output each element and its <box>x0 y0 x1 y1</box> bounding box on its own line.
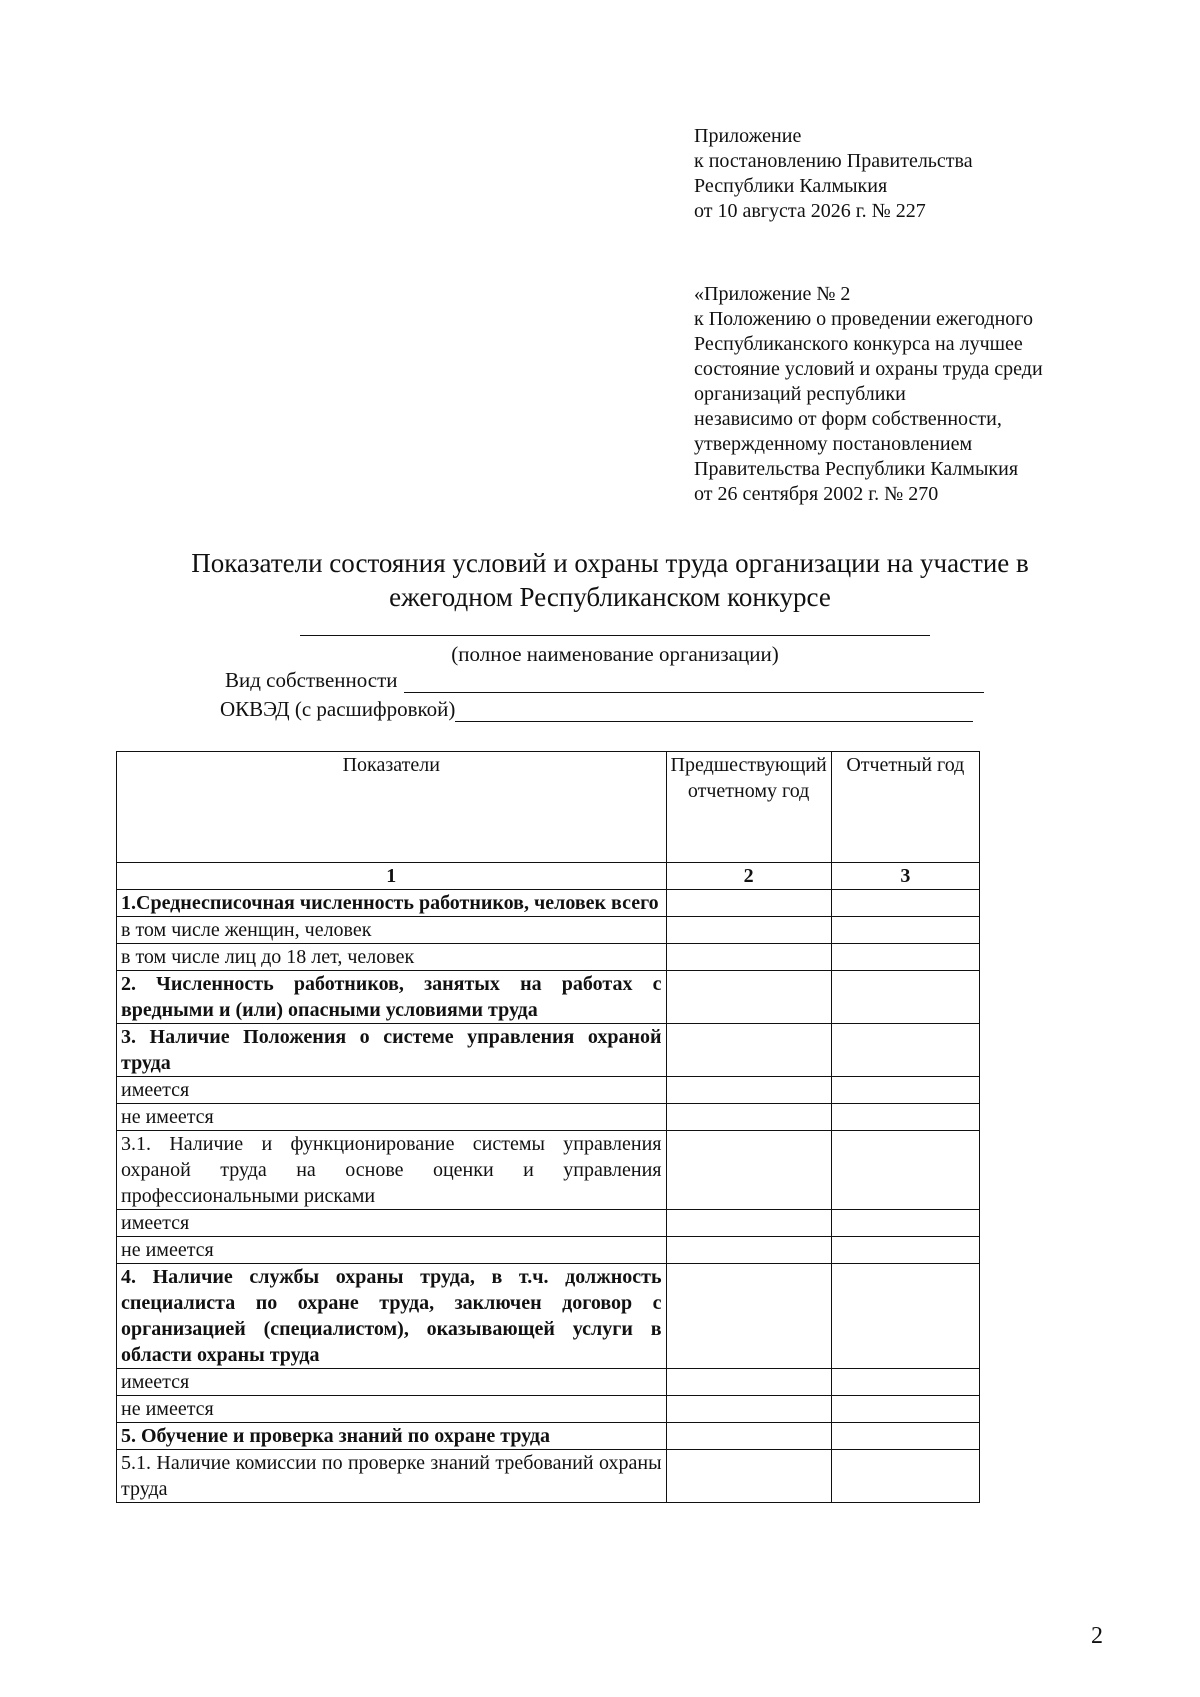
ownership-field <box>225 668 984 693</box>
indicator-cell: в том числе лиц до 18 лет, человек <box>117 944 667 971</box>
table-row <box>117 1210 980 1237</box>
table-row <box>117 1131 980 1210</box>
indicator-cell: 3. Наличие Положения о системе управления охраной труда <box>117 1024 667 1077</box>
indicator-cell: в том числе женщин, человек <box>117 917 667 944</box>
reporting-year-cell[interactable] <box>831 944 979 971</box>
okved-fill-line <box>455 699 973 722</box>
reporting-year-cell[interactable] <box>831 1077 979 1104</box>
previous-year-cell[interactable] <box>666 1369 831 1396</box>
organization-name-caption: (полное наименование организации) <box>451 642 779 666</box>
reporting-year-cell[interactable] <box>831 1024 979 1077</box>
previous-year-cell[interactable] <box>666 917 831 944</box>
page-number: 2 <box>1091 1623 1103 1649</box>
column-numbers-row <box>117 863 980 890</box>
appendix2-line: организаций республики <box>694 383 906 405</box>
header-indicators: Показатели <box>117 752 667 863</box>
indicator-cell: 1.Среднесписочная численность работников, человек всего <box>117 890 667 917</box>
indicators-table <box>116 751 980 1503</box>
indicator-cell: 5. Обучение и проверка знаний по охране труда <box>117 1423 667 1450</box>
column-number: 3 <box>831 863 979 890</box>
previous-year-cell[interactable] <box>666 1237 831 1264</box>
indicator-cell: имеется <box>117 1369 667 1396</box>
appendix2-line: Республиканского конкурса на лучшее <box>694 333 1023 355</box>
reporting-year-cell[interactable] <box>831 1369 979 1396</box>
previous-year-cell[interactable] <box>666 1396 831 1423</box>
previous-year-cell[interactable] <box>666 971 831 1024</box>
table-row <box>117 971 980 1024</box>
document-title <box>150 546 1070 614</box>
reporting-year-cell[interactable] <box>831 890 979 917</box>
appendix-line: от 10 августа 2026 г. № 227 <box>694 200 926 222</box>
okved-field <box>220 697 973 722</box>
table-row <box>117 890 980 917</box>
table-row <box>117 1396 980 1423</box>
title-line-1: Показатели состояния условий и охраны труда организации на участие в <box>191 548 1029 578</box>
table-row <box>117 1450 980 1503</box>
appendix-line: Приложение <box>694 125 802 147</box>
reporting-year-cell[interactable] <box>831 1450 979 1503</box>
indicator-cell: 3.1. Наличие и функционирование системы управления охраной труда на основе оценки и управления профессиональными рисками <box>117 1131 667 1210</box>
indicator-cell: не имеется <box>117 1237 667 1264</box>
reporting-year-cell[interactable] <box>831 1104 979 1131</box>
reporting-year-cell[interactable] <box>831 1396 979 1423</box>
appendix2-line: от 26 сентября 2002 г. № 270 <box>694 483 939 505</box>
table-row <box>117 917 980 944</box>
okved-label: ОКВЭД (с расшифровкой) <box>220 697 456 721</box>
indicator-cell: 2. Численность работников, занятых на работах с вредными и (или) опасными условиями труда <box>117 971 667 1024</box>
previous-year-cell[interactable] <box>666 1104 831 1131</box>
column-number: 1 <box>117 863 667 890</box>
previous-year-cell[interactable] <box>666 1024 831 1077</box>
indicator-cell: 4. Наличие службы охраны труда, в т.ч. должность специалиста по охране труда, заключен договор с организацией (специалистом), оказывающей услуги в области охраны труда <box>117 1264 667 1369</box>
reporting-year-cell[interactable] <box>831 1264 979 1369</box>
ownership-fill-line <box>404 670 984 693</box>
table-row <box>117 1369 980 1396</box>
appendix-line: к постановлению Правительства <box>694 150 973 172</box>
header-reporting-year: Отчетный год <box>831 752 979 863</box>
previous-year-cell[interactable] <box>666 1450 831 1503</box>
table-row <box>117 1264 980 1369</box>
table-row <box>117 1024 980 1077</box>
previous-year-cell[interactable] <box>666 1264 831 1369</box>
previous-year-cell[interactable] <box>666 944 831 971</box>
previous-year-cell[interactable] <box>666 1423 831 1450</box>
reporting-year-cell[interactable] <box>831 1237 979 1264</box>
reporting-year-cell[interactable] <box>831 1423 979 1450</box>
appendix2-block <box>694 282 1043 507</box>
header-previous-year: Предшествующий отчетному год <box>666 752 831 863</box>
indicator-cell: 5.1. Наличие комиссии по проверке знаний требований охраны труда <box>117 1450 667 1503</box>
previous-year-cell[interactable] <box>666 1210 831 1237</box>
indicator-cell: имеется <box>117 1210 667 1237</box>
appendix2-line: независимо от форм собственности, <box>694 408 1002 430</box>
previous-year-cell[interactable] <box>666 1131 831 1210</box>
appendix2-line: к Положению о проведении ежегодного <box>694 308 1033 330</box>
appendix2-line: утвержденному постановлением <box>694 433 973 455</box>
table-header-row <box>117 752 980 863</box>
table-row <box>117 1423 980 1450</box>
appendix-line: Республики Калмыкия <box>694 175 888 197</box>
table-row <box>117 944 980 971</box>
table-row <box>117 1104 980 1131</box>
appendix2-line: «Приложение № 2 <box>694 283 851 305</box>
table-row <box>117 1237 980 1264</box>
appendix-block <box>694 124 973 224</box>
reporting-year-cell[interactable] <box>831 971 979 1024</box>
table-row <box>117 1077 980 1104</box>
previous-year-cell[interactable] <box>666 1077 831 1104</box>
indicator-cell: не имеется <box>117 1104 667 1131</box>
indicator-cell: имеется <box>117 1077 667 1104</box>
appendix2-line: состояние условий и охраны труда среди <box>694 358 1043 380</box>
reporting-year-cell[interactable] <box>831 1131 979 1210</box>
organization-name-line <box>300 634 930 636</box>
indicator-cell: не имеется <box>117 1396 667 1423</box>
appendix2-line: Правительства Республики Калмыкия <box>694 458 1019 480</box>
column-number: 2 <box>666 863 831 890</box>
ownership-label: Вид собственности <box>225 668 398 692</box>
previous-year-cell[interactable] <box>666 890 831 917</box>
reporting-year-cell[interactable] <box>831 917 979 944</box>
reporting-year-cell[interactable] <box>831 1210 979 1237</box>
title-line-2: ежегодном Республиканском конкурсе <box>389 582 831 612</box>
